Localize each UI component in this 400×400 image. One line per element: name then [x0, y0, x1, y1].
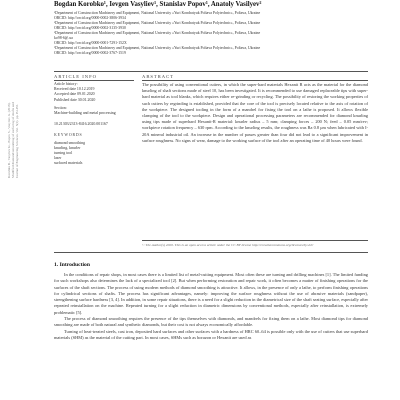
affiliation-line: ¹Department of Construction Machinery and Equipment, National University «Yuri Kondratyuk Poltava Polytechnic», Poltava, Ukraine	[54, 31, 261, 36]
affiliation-line: ¹Department of Construction Machinery and Equipment, National University «Yuri Kondratyuk Poltava Polytechnic», Poltava, Ukraine	[54, 11, 261, 15]
orcid-link[interactable]: ORCID: http://orcid.org/0000-0001-7291-152X	[54, 41, 127, 46]
abstract-heading: ABSTRACT	[142, 74, 174, 79]
section-title-introduction: 1. Introduction	[54, 262, 90, 268]
orcid-link[interactable]: ORCID: http://orcid.org/0000-0002-3135-3930	[54, 26, 126, 31]
email-link[interactable]: ko98-6@.ua	[54, 36, 73, 41]
affiliation-line: ²Department of Construction Machinery and Equipment, National University «Yuri Kondratyuk Poltava Polytechnic», Poltava, Ukraine	[54, 46, 261, 51]
section-label: Section:	[54, 105, 67, 110]
received-date: Received date 10.12.2019	[54, 87, 95, 92]
article-info-box	[54, 82, 134, 167]
divider-abstract	[142, 80, 368, 81]
authors: Bogdan Korobko¹, Ievgen Vasyliev¹, Stanislav Popov¹, Anatoly Vasilyev²	[54, 1, 262, 8]
sidebar-line: Journal of Engineering Sciences. Vol. 5(2). pp. B1-B5.	[15, 103, 20, 178]
orcid-link[interactable]: ORCID: http://orcid.org/0000-0002-3767-1519	[54, 51, 126, 56]
keyword: laser	[54, 156, 62, 161]
divider-article-info	[54, 80, 134, 81]
copyright-notice: © The Author(s) 2020. This is an open access article under the CC BY license http://creativecommons.org/licenses/by/4.0/	[142, 243, 314, 247]
sidebar-citation-text	[7, 58, 20, 178]
doi-link[interactable]: 10.21303/2313-8416.2020.001167	[54, 122, 108, 127]
published-date: Published date 30.01.2020	[54, 97, 96, 102]
article-info-heading: ARTICLE INFO	[54, 74, 97, 79]
paragraph: Turning of heat-treated steels, cast iron, deposited hard surfaces and other surfaces with a hardness of HRC 60–64 is possible only with the use of cutters that use superhard materials (SHM) as the material of the cutting part. In most cases, SHMs such as borazon or Hexanit are used as	[54, 328, 368, 340]
keyword: surfaced materials	[54, 161, 83, 166]
introduction-body	[54, 272, 368, 341]
keywords-heading: KEYWORDS	[54, 133, 83, 138]
sidebar-line: Modified diamond smoothing of surfacing of shafts and	[11, 102, 16, 178]
paragraph: In the conditions of repair shops, in most cases there is a limited list of metal-cutting equipment. Most often these are turning and drilling machines [1]. The limited funding for such workshops also determines the lack of a specialized tool [2]. But when performing restoration and repair work, it often becomes a matter of finishing operations for the surfaces of the shaft sections. The process of using modern methods of diamond smoothing is attractive. It allows, in the presence of only a lathe, to perform finishing operations for cylindrical sections of shafts. The process has significant advantages, namely: improving the surface roughness without the use of abrasive materials (sandpaper), strengthening surface hardness [3, 4]. In addition, in some repair situations, there is a need for a slight reduction in the diametrical size of the shaft seating surface, especially after repeated reinstallation on the machine. Repeated turning for a slight reduction in diametric dimensions by conventional methods, especially after reinstallation, is extremely problematic [5].	[54, 272, 368, 315]
divider-copyright	[142, 240, 368, 241]
sidebar-citation	[6, 58, 22, 178]
accepted-date: Accepted date 09.01.2020	[54, 92, 95, 97]
affiliation-line: ¹Department of Construction Machinery and Equipment, National University «Yuri Kondratyuk Poltava Polytechnic», Poltava, Ukraine	[54, 21, 261, 26]
affiliations	[54, 11, 374, 56]
keyword: diamond smoothing	[54, 140, 86, 145]
divider-body	[54, 252, 368, 253]
sidebar-line: Korobko B., Vasyliev Ie., Popov S., Vasyliev A. (2018).	[7, 102, 11, 178]
abstract-text: The possibility of using conventional cutters, in which the super-hard materials Hexanit R acts as the material for the diamond knurling of shaft sections made of steel 10, has been investigated. It is recommended to use damaged replaceable tips with super-hard material as tool blanks, which requires either re-grinding or recycling. The possibility of restoring the working properties of such cutters by regrinding is established, provided that the core of the tool is precisely located relative to the axis of rotation of the workpiece. The designed tooling in the form of a mandrel for fixing the tool on a lathe is proposed. It allows flexible clamping of the tool to the workpiece. Design and operational processing parameters are recommended for diamond knurling using tips made of superhard Hexanit-R material: knurler radius – 5 mm; clamping forces – 200 N; feed – 0.05 mm/rev; workpiece rotation frequency – 630 rpm. According to the knurling results, the roughness was Ra 0.8 μm when lubricated with I-20A mineral industrial oil. An increase in the number of passes greater than four did not lead to a significant improvement in surface roughness. No signs of wear, damage to the working surface of the tool after an operating time of 40 hours were found.	[142, 82, 368, 143]
section-value: Machine-building and metal processing	[54, 111, 116, 116]
history-label: Article history:	[54, 82, 78, 86]
keyword: knurling, knurler	[54, 145, 81, 150]
divider-top	[54, 71, 368, 72]
paragraph: The process of diamond smoothing requires the presence of the tips themselves with diamonds, and mandrels for fixing them on a lathe. Most diamond tips for diamond smoothing are made of both natural and synthetic diamonds, but their cost is not always economically affordable.	[54, 316, 368, 328]
keyword: turning tool	[54, 151, 73, 156]
orcid-link[interactable]: ORCID: http://orcid.org/0000-0002-3806-3934	[54, 16, 126, 21]
